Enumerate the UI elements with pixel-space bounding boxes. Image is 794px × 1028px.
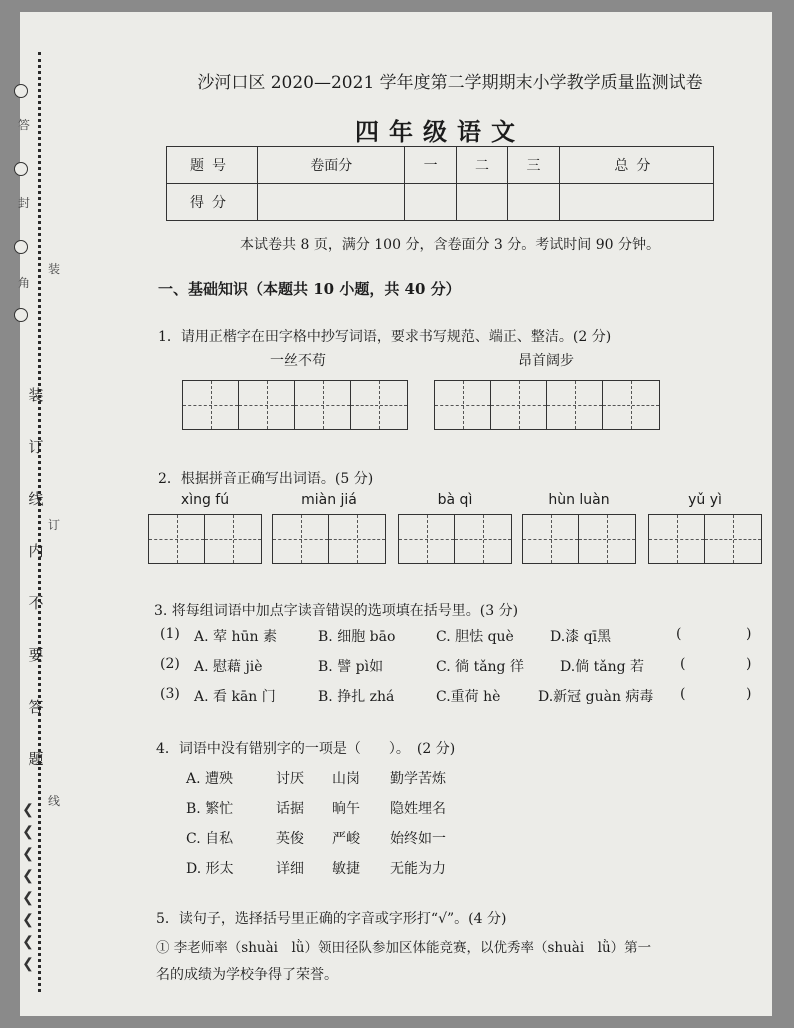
q4-option-word: 英俊 — [276, 831, 304, 847]
binding-hole — [14, 308, 28, 322]
score-table-score-row — [167, 184, 714, 221]
q2-writing-grid[interactable] — [398, 514, 512, 564]
binding-margin — [17, 12, 84, 1016]
q2-writing-grid[interactable] — [522, 514, 636, 564]
binding-edge-char: 封 — [17, 196, 30, 210]
exam-note: 本试卷共 8 页，满分 100 分，含卷面分 3 分。考试时间 90 分钟。 — [240, 237, 660, 253]
binding-edge-char: 角 — [17, 276, 30, 290]
score-table-cell: 一 — [405, 147, 456, 184]
q4-option-word: 详细 — [276, 861, 304, 877]
score-input-cell[interactable] — [559, 184, 713, 221]
question-4-text: 4．词语中没有错别字的一项是（ ）。 (2 分) — [156, 741, 456, 757]
chevron-mark-icon: ❮ — [22, 956, 34, 972]
question-5-text: 5．读句子，选择括号里正确的字音或字形打“√”。(4 分) — [156, 911, 507, 927]
q3-answer-blank[interactable] — [686, 626, 744, 646]
exam-subject: 四年级语文 — [355, 117, 525, 146]
binding-hole — [14, 240, 28, 254]
q2-pinyin: miàn jiá — [301, 492, 357, 508]
q3-answer-paren-right: ) — [746, 626, 752, 642]
score-table-header-row — [167, 147, 714, 184]
binding-small-char: 订 — [47, 518, 60, 532]
q3-option-c: C. 胆怯 què — [436, 629, 514, 645]
binding-small-char: 线 — [47, 794, 60, 808]
q3-option-c: C. 徜 tǎng 徉 — [436, 659, 524, 675]
q1-word-label: 一丝不苟 — [270, 353, 326, 369]
score-table-cell: 题号 — [167, 147, 258, 184]
q3-answer-paren-left: ( — [680, 686, 686, 702]
score-table-cell: 总分 — [559, 147, 713, 184]
q3-option-c: C.重荷 hè — [436, 689, 501, 705]
binding-hole — [14, 84, 28, 98]
q1-writing-grid[interactable] — [434, 380, 660, 430]
score-table-cell: 二 — [456, 147, 507, 184]
q3-option-d: D.新冠 guàn 病毒 — [538, 689, 654, 705]
score-table-cell: 卷面分 — [258, 147, 405, 184]
binding-char: 答 — [28, 698, 44, 716]
q2-pinyin: xìng fú — [180, 492, 230, 508]
chevron-mark-icon: ❮ — [22, 868, 34, 884]
binding-char: 装 — [28, 386, 44, 404]
q4-option-word: 话据 — [276, 801, 304, 817]
q4-option-word: 讨厌 — [276, 771, 304, 787]
q4-option-word: 晌午 — [332, 801, 360, 817]
q2-writing-grid[interactable] — [148, 514, 262, 564]
score-table — [166, 146, 714, 221]
q4-option-word: 敏捷 — [332, 861, 360, 877]
binding-hole — [14, 162, 28, 176]
q2-pinyin: bà qì — [437, 492, 473, 508]
q3-answer-paren-right: ) — [746, 686, 752, 702]
q4-option-word: 严峻 — [332, 831, 360, 847]
score-input-cell[interactable] — [258, 184, 405, 221]
chevron-mark-icon: ❮ — [22, 802, 34, 818]
q3-answer-paren-left: ( — [676, 626, 682, 642]
exam-paper — [17, 12, 772, 1016]
score-input-cell[interactable] — [456, 184, 507, 221]
binding-char: 不 — [28, 594, 44, 612]
chevron-mark-icon: ❮ — [22, 890, 34, 906]
binding-small-char: 装 — [47, 262, 60, 276]
q4-option-word: B. 繁忙 — [186, 801, 234, 817]
chevron-mark-icon: ❮ — [22, 912, 34, 928]
binding-char: 内 — [28, 542, 44, 560]
section-title: 一、基础知识（本题共 10 小题，共 40 分） — [158, 280, 461, 298]
q5-sentence-line: ① 李老师率（shuài lǜ）领田径队参加区体能竞赛，以优秀率（shuài lǜ）第一 — [156, 940, 652, 956]
binding-char: 要 — [28, 646, 44, 664]
q3-option-b: B. 细胞 bāo — [318, 629, 396, 645]
question-2-text: 2．根据拼音正确写出词语。(5 分) — [158, 471, 374, 487]
q3-row-num: (2) — [160, 656, 180, 672]
q4-option-word: A. 遭殃 — [186, 771, 234, 787]
q3-answer-paren-right: ) — [746, 656, 752, 672]
q4-option-word: 隐姓埋名 — [390, 801, 446, 817]
binding-char: 题 — [28, 750, 44, 768]
score-input-cell[interactable] — [508, 184, 559, 221]
q1-word-label: 昂首阔步 — [518, 353, 574, 369]
binding-char: 线 — [28, 490, 44, 508]
q3-answer-blank[interactable] — [690, 686, 744, 706]
q3-row-num: (3) — [160, 686, 180, 702]
q2-pinyin: hùn luàn — [548, 492, 610, 508]
score-input-cell[interactable] — [405, 184, 456, 221]
q5-sentence-line: 名的成绩为学校争得了荣誉。 — [156, 967, 338, 983]
q3-option-d: D.漆 qī黑 — [550, 629, 612, 645]
q3-option-a: A. 荤 hūn 素 — [194, 629, 277, 645]
q2-writing-grid[interactable] — [272, 514, 386, 564]
chevron-mark-icon: ❮ — [22, 934, 34, 950]
score-table-cell: 三 — [508, 147, 559, 184]
q4-option-word: D. 形太 — [186, 861, 234, 877]
score-table-cell: 得分 — [167, 184, 258, 221]
q3-answer-blank[interactable] — [690, 656, 744, 676]
exam-title: 沙河口区 2020—2021 学年度第二学期期末小学教学质量监测试卷 — [197, 73, 703, 93]
chevron-mark-icon: ❮ — [22, 824, 34, 840]
chevron-mark-icon: ❮ — [22, 846, 34, 862]
q4-option-word: 无能为力 — [390, 861, 446, 877]
binding-char: 订 — [28, 438, 44, 456]
q3-option-b: B. 譬 pì如 — [318, 659, 384, 675]
q4-option-word: 勤学苦炼 — [390, 771, 446, 787]
binding-edge-char: 答 — [17, 118, 30, 132]
dotted-cut-line — [38, 52, 41, 992]
q3-answer-paren-left: ( — [680, 656, 686, 672]
q2-writing-grid[interactable] — [648, 514, 762, 564]
q3-option-a: A. 看 kān 门 — [194, 689, 276, 705]
q1-writing-grid[interactable] — [182, 380, 408, 430]
question-3-text: 3. 将每组词语中加点字读音错误的选项填在括号里。(3 分) — [154, 603, 519, 619]
q4-option-word: C. 自私 — [186, 831, 234, 847]
q3-option-a: A. 慰藉 jiè — [194, 659, 263, 675]
q4-option-word: 始终如一 — [390, 831, 446, 847]
q3-row-num: (1) — [160, 626, 180, 642]
question-1-text: 1．请用正楷字在田字格中抄写词语，要求书写规范、端正、整洁。(2 分) — [158, 329, 612, 345]
q4-option-word: 山岗 — [332, 771, 360, 787]
q2-pinyin: yǔ yì — [688, 492, 722, 508]
q3-option-d: D.倘 tǎng 若 — [560, 659, 645, 675]
q3-option-b: B. 挣扎 zhá — [318, 689, 395, 705]
